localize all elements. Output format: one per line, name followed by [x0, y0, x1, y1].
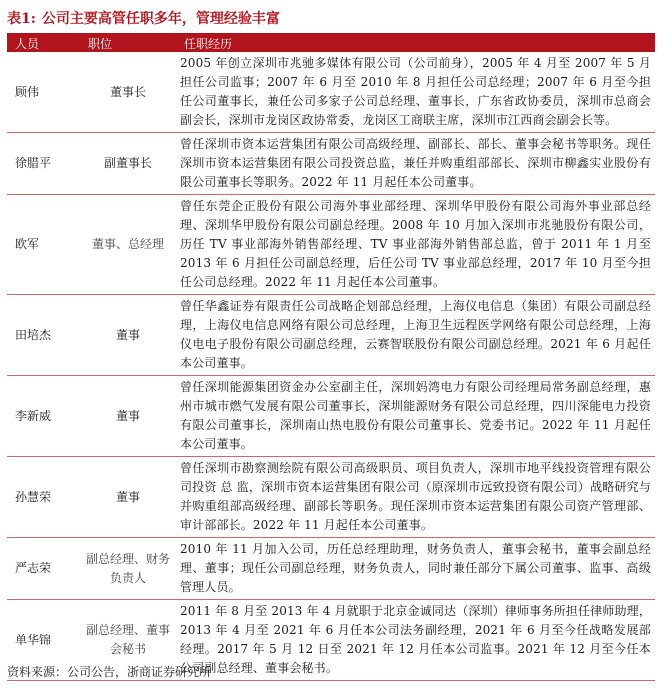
cell-position: 副总经理、董事会秘书 — [80, 600, 176, 681]
table-row — [7, 133, 655, 195]
cell-experience: 曾任东莞企正股份有限公司海外事业部经理、深圳华甲股份有限公司海外事业部总经理、深圳华甲股份有限公司副总经理。2008 年 10 月加入深圳市兆驰股份有限公司，历任 TV 事业部海外销售部经理、TV 事业部海外销售部总监，曾于 2011 年 1 月至 2013 年 6 月担任公司副总经理，后任公司 TV 事业部总经理，2017 年 10 月至今担任公司总经理。2022 年 11 月起任本公司董事。 — [176, 195, 655, 295]
cell-name: 徐腊平 — [7, 133, 80, 195]
executives-table — [7, 34, 655, 681]
cell-name: 单华锦 — [7, 600, 80, 681]
source-note: 资料来源：公司公告，浙商证券研究所 — [7, 665, 212, 679]
table-row — [7, 457, 655, 538]
cell-position: 副总经理、财务负责人 — [80, 538, 176, 600]
cell-experience: 2010 年 11 月加入公司，历任总经理助理，财务负责人，董事会秘书，董事会副总经理、董事；现任公司副总经理，财务负责人，同时兼任部分下属公司董事、监事、高级管理人员。 — [176, 538, 655, 600]
table-row — [7, 195, 655, 295]
cell-experience: 曾任深圳市勘察测绘院有限公司高级职员、项目负责人，深圳市地平线投资管理有限公司投资 总 监，深圳市资本运营集团有限公司（原深圳市远致投资有限公司）战略研究与并购重组部高级经理、副部长等职务。现任深圳市资本运营集团有限公司资产管理部、审计部部长。2022 年 11 月起任本公司董事。 — [176, 457, 655, 538]
cell-name: 欧军 — [7, 195, 80, 295]
header-experience: 任职经历 — [176, 34, 655, 52]
cell-name: 严志荣 — [7, 538, 80, 600]
table-row — [7, 295, 655, 376]
table-number: 表1: — [7, 11, 36, 27]
table-title — [7, 8, 280, 30]
cell-experience: 曾任深圳能源集团资金办公室副主任，深圳妈湾电力有限公司经理局常务副总经理，惠州市城市燃气发展有限公司董事长，深圳能源财务有限公司总经理，四川深能电力投资有限公司董事长，深圳南山热电股份有限公司董事长、党委书记。2022 年 11 月起任本公司董事。 — [176, 376, 655, 457]
cell-experience: 曾任深圳市资本运营集团有限公司高级经理、副部长、部长、董事会秘书等职务。现任深圳市资本运营集团有限公司投资总监，兼任并购重组部部长、深圳市柳鑫实业股份有限公司董事长等职务。2022 年 11 月起任本公司董事。 — [176, 133, 655, 195]
cell-name: 李新威 — [7, 376, 80, 457]
cell-position: 副董事长 — [80, 133, 176, 195]
cell-experience: 2005 年创立深圳市兆驰多媒体有限公司（公司前身），2005 年 4 月至 2007 年 5 月担任公司监事；2007 年 6 月至 2010 年 8 月担任公司总经理；2007 年 6 月至今担任公司董事长，兼任公司多家子公司总经理、董事长，广东省政协委员，深圳市总商会副会长，深圳市龙岗区政协常委，龙岗区工商联主席，深圳市江西商会副会长等。 — [176, 52, 655, 133]
table-row — [7, 52, 655, 133]
cell-position: 董事长 — [80, 52, 176, 133]
cell-experience: 2011 年 8 月至 2013 年 4 月就职于北京金诚同达（深圳）律师事务所担任律师助理，2013 年 4 月至 2021 年 6 月任本公司法务副经理，2021 年 6 月至今任战略发展部经理。2017 年 5 月 12 日至 2021 年 12 月任本公司监事。2021 年 12 月至今任本公司副总经理、董事会秘书。 — [176, 600, 655, 681]
cell-position: 董事 — [80, 295, 176, 376]
cell-position: 董事、总经理 — [80, 195, 176, 295]
table-row — [7, 376, 655, 457]
cell-name: 孙慧荣 — [7, 457, 80, 538]
cell-position: 董事 — [80, 457, 176, 538]
header-person: 人员 — [7, 34, 80, 52]
table-header-row — [7, 34, 655, 52]
header-position: 职位 — [80, 34, 176, 52]
cell-name: 顾伟 — [7, 52, 80, 133]
table-caption: 公司主要高管任职多年，管理经验丰富 — [41, 11, 280, 27]
cell-name: 田培杰 — [7, 295, 80, 376]
cell-position: 董事 — [80, 376, 176, 457]
cell-experience: 曾任华鑫证券有限责任公司战略企划部总经理，上海仪电信息（集团）有限公司副总经理，上海仪电信息网络有限公司总经理，上海卫生远程医学网络有限公司总经理，上海仪电电子股份有限公司副总经理，云赛智联股份有限公司副总经理。2021 年 6 月起任本公司董事。 — [176, 295, 655, 376]
table-row — [7, 538, 655, 600]
